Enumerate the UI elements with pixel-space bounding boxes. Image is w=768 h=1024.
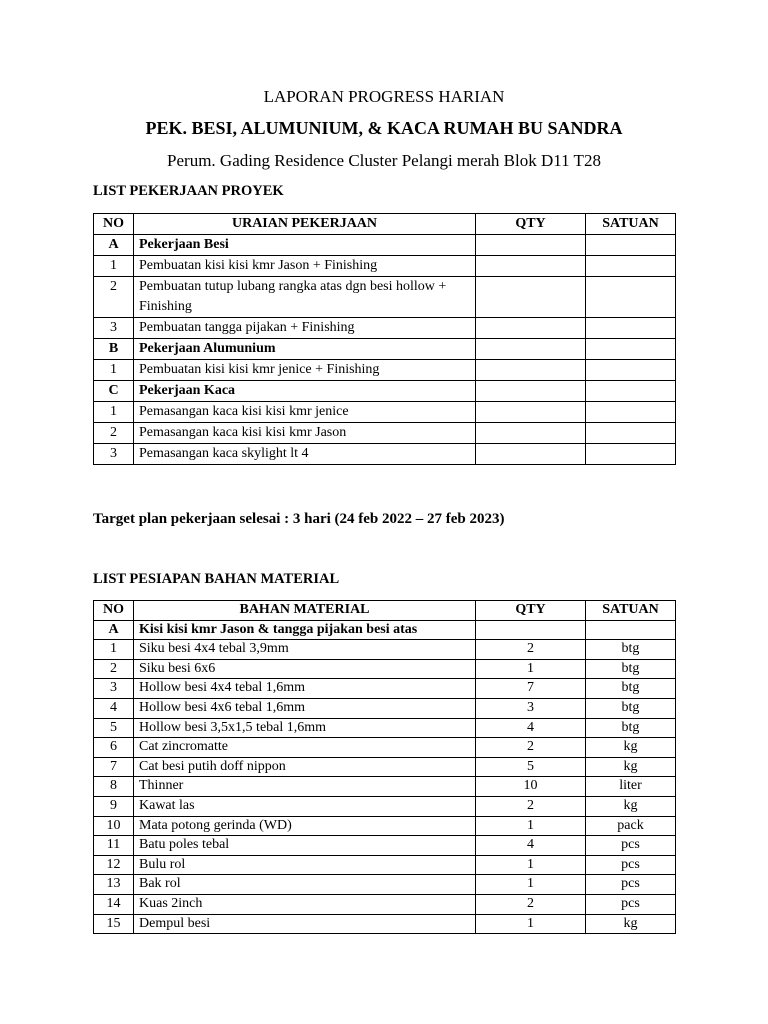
row-unit xyxy=(586,339,676,360)
row-number: 2 xyxy=(94,659,134,679)
table-row xyxy=(94,914,676,934)
row-number: C xyxy=(94,381,134,402)
row-qty xyxy=(476,381,586,402)
row-description: Hollow besi 3,5x1,5 tebal 1,6mm xyxy=(134,718,476,738)
report-title: LAPORAN PROGRESS HARIAN xyxy=(263,87,505,106)
row-description: Pekerjaan Besi xyxy=(134,235,476,256)
column-header-no: NO xyxy=(94,601,134,621)
row-qty xyxy=(476,318,586,339)
table-row xyxy=(94,836,676,856)
row-unit xyxy=(586,277,676,318)
row-description: Kuas 2inch xyxy=(134,894,476,914)
table-row xyxy=(94,402,676,423)
row-number: 15 xyxy=(94,914,134,934)
material-list-body xyxy=(94,620,676,934)
column-header-unit: SATUAN xyxy=(586,601,676,621)
work-list-table xyxy=(93,213,676,465)
row-qty xyxy=(476,402,586,423)
row-description: Pembuatan tangga pijakan + Finishing xyxy=(134,318,476,339)
row-description: Siku besi 4x4 tebal 3,9mm xyxy=(134,640,476,660)
table-header-row xyxy=(94,214,676,235)
table-row xyxy=(94,718,676,738)
row-number: 12 xyxy=(94,855,134,875)
row-unit: btg xyxy=(586,679,676,699)
row-qty: 1 xyxy=(476,816,586,836)
row-unit xyxy=(586,423,676,444)
row-qty: 7 xyxy=(476,679,586,699)
column-header-material: BAHAN MATERIAL xyxy=(134,601,476,621)
row-number: 1 xyxy=(94,402,134,423)
row-description: Bak rol xyxy=(134,875,476,895)
table-row xyxy=(94,659,676,679)
row-unit xyxy=(586,360,676,381)
row-description: Kawat las xyxy=(134,796,476,816)
row-number: 11 xyxy=(94,836,134,856)
row-number: 9 xyxy=(94,796,134,816)
row-qty xyxy=(476,360,586,381)
row-number: 5 xyxy=(94,718,134,738)
row-qty: 2 xyxy=(476,894,586,914)
row-description: Kisi kisi kmr Jason & tangga pijakan besi atas xyxy=(134,620,476,640)
table-row xyxy=(94,777,676,797)
row-unit: btg xyxy=(586,718,676,738)
row-qty xyxy=(476,423,586,444)
table-row xyxy=(94,423,676,444)
row-qty: 2 xyxy=(476,796,586,816)
group-row xyxy=(94,620,676,640)
row-qty xyxy=(476,256,586,277)
row-number: 4 xyxy=(94,698,134,718)
table-row xyxy=(94,738,676,758)
row-qty: 1 xyxy=(476,875,586,895)
column-header-description: URAIAN PEKERJAAN xyxy=(134,214,476,235)
row-description: Mata potong gerinda (WD) xyxy=(134,816,476,836)
table-row xyxy=(94,679,676,699)
table-row xyxy=(94,640,676,660)
row-number: 13 xyxy=(94,875,134,895)
table-header-row xyxy=(94,601,676,621)
table-row xyxy=(94,894,676,914)
table-row xyxy=(94,816,676,836)
row-unit: kg xyxy=(586,914,676,934)
row-qty: 2 xyxy=(476,640,586,660)
row-number: A xyxy=(94,235,134,256)
row-description: Bulu rol xyxy=(134,855,476,875)
work-list-body xyxy=(94,235,676,465)
group-row xyxy=(94,235,676,256)
row-number: 8 xyxy=(94,777,134,797)
table-row xyxy=(94,360,676,381)
row-qty xyxy=(476,339,586,360)
row-qty: 10 xyxy=(476,777,586,797)
row-number: 14 xyxy=(94,894,134,914)
row-number: 3 xyxy=(94,318,134,339)
table-row xyxy=(94,256,676,277)
row-unit xyxy=(586,235,676,256)
row-number: 1 xyxy=(94,360,134,381)
row-number: 2 xyxy=(94,423,134,444)
row-number: 2 xyxy=(94,277,134,318)
row-unit: kg xyxy=(586,757,676,777)
row-number: 1 xyxy=(94,640,134,660)
table-row xyxy=(94,318,676,339)
table-row xyxy=(94,277,676,318)
table-row xyxy=(94,757,676,777)
row-unit xyxy=(586,402,676,423)
row-number: 7 xyxy=(94,757,134,777)
row-description: Dempul besi xyxy=(134,914,476,934)
table-row xyxy=(94,698,676,718)
row-unit xyxy=(586,620,676,640)
row-unit: pcs xyxy=(586,836,676,856)
row-qty xyxy=(476,444,586,465)
row-unit xyxy=(586,444,676,465)
row-number: 3 xyxy=(94,444,134,465)
row-qty: 1 xyxy=(476,855,586,875)
row-number: A xyxy=(94,620,134,640)
row-qty: 2 xyxy=(476,738,586,758)
row-unit: pcs xyxy=(586,894,676,914)
row-unit: pcs xyxy=(586,875,676,895)
row-number: 3 xyxy=(94,679,134,699)
row-description: Siku besi 6x6 xyxy=(134,659,476,679)
column-header-qty: QTY xyxy=(476,214,586,235)
row-unit: btg xyxy=(586,698,676,718)
project-address: Perum. Gading Residence Cluster Pelangi merah Blok D11 T28 xyxy=(167,151,601,170)
group-row xyxy=(94,339,676,360)
row-description: Pembuatan kisi kisi kmr jenice + Finishing xyxy=(134,360,476,381)
row-description: Pembuatan kisi kisi kmr Jason + Finishing xyxy=(134,256,476,277)
row-description: Batu poles tebal xyxy=(134,836,476,856)
group-row xyxy=(94,381,676,402)
row-unit: kg xyxy=(586,796,676,816)
row-unit: btg xyxy=(586,640,676,660)
row-number: B xyxy=(94,339,134,360)
row-description: Hollow besi 4x6 tebal 1,6mm xyxy=(134,698,476,718)
target-plan: Target plan pekerjaan selesai : 3 hari (24 feb 2022 – 27 feb 2023) xyxy=(93,511,505,527)
column-header-unit: SATUAN xyxy=(586,214,676,235)
row-qty: 1 xyxy=(476,659,586,679)
row-unit: kg xyxy=(586,738,676,758)
row-qty: 5 xyxy=(476,757,586,777)
material-list-table xyxy=(93,600,676,934)
row-qty: 3 xyxy=(476,698,586,718)
work-list-heading: LIST PEKERJAAN PROYEK xyxy=(93,183,284,199)
row-qty xyxy=(476,620,586,640)
table-row xyxy=(94,796,676,816)
column-header-no: NO xyxy=(94,214,134,235)
material-list-heading: LIST PESIAPAN BAHAN MATERIAL xyxy=(93,571,340,587)
row-description: Thinner xyxy=(134,777,476,797)
row-qty: 4 xyxy=(476,836,586,856)
row-description: Pembuatan tutup lubang rangka atas dgn besi hollow + Finishing xyxy=(134,277,476,318)
row-description: Pemasangan kaca kisi kisi kmr Jason xyxy=(134,423,476,444)
row-qty: 1 xyxy=(476,914,586,934)
row-description: Cat zincromatte xyxy=(134,738,476,758)
row-qty xyxy=(476,235,586,256)
row-unit: btg xyxy=(586,659,676,679)
row-qty: 4 xyxy=(476,718,586,738)
row-number: 10 xyxy=(94,816,134,836)
row-number: 6 xyxy=(94,738,134,758)
row-unit: pcs xyxy=(586,855,676,875)
column-header-qty: QTY xyxy=(476,601,586,621)
table-row xyxy=(94,875,676,895)
row-unit xyxy=(586,318,676,339)
table-row xyxy=(94,855,676,875)
row-description: Pemasangan kaca skylight lt 4 xyxy=(134,444,476,465)
row-description: Cat besi putih doff nippon xyxy=(134,757,476,777)
row-unit: liter xyxy=(586,777,676,797)
row-description: Pekerjaan Kaca xyxy=(134,381,476,402)
row-unit xyxy=(586,256,676,277)
row-number: 1 xyxy=(94,256,134,277)
row-description: Pekerjaan Alumunium xyxy=(134,339,476,360)
row-description: Pemasangan kaca kisi kisi kmr jenice xyxy=(134,402,476,423)
table-row xyxy=(94,444,676,465)
row-unit: pack xyxy=(586,816,676,836)
row-description: Hollow besi 4x4 tebal 1,6mm xyxy=(134,679,476,699)
row-qty xyxy=(476,277,586,318)
report-subtitle: PEK. BESI, ALUMUNIUM, & KACA RUMAH BU SANDRA xyxy=(145,118,623,138)
row-unit xyxy=(586,381,676,402)
